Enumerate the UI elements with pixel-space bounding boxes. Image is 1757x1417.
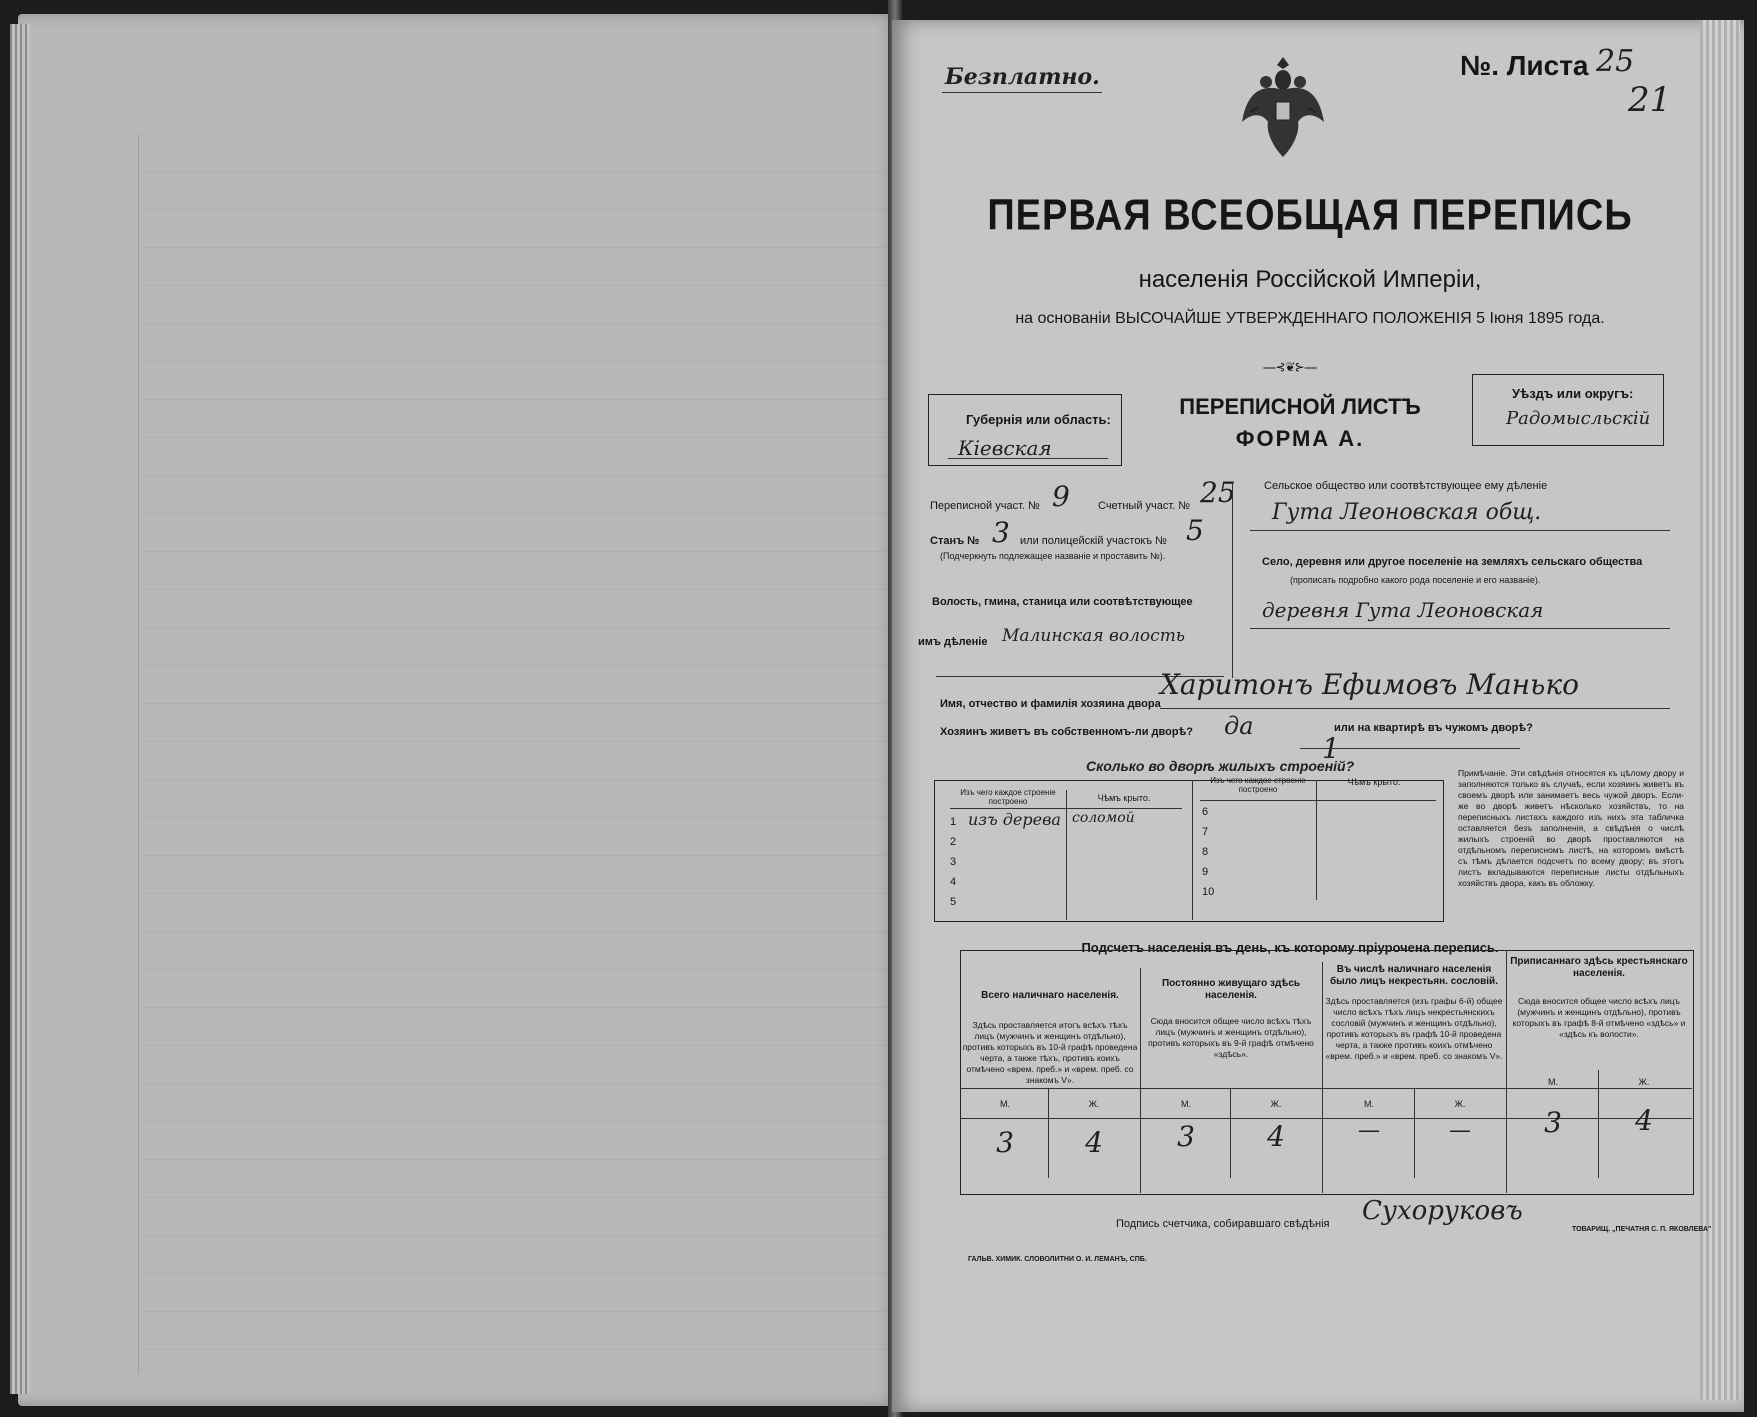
society-underline [1250, 530, 1670, 531]
registered-female-value: 4 [1635, 1104, 1653, 1137]
volost-value: Малинская волость [1002, 626, 1186, 646]
table-row [1202, 806, 1432, 826]
table-row [950, 836, 1180, 856]
row-number: 2 [950, 836, 957, 848]
owner-name-value: Харитонъ Ефимовъ Манько [1160, 668, 1579, 701]
buildings-header-line [1200, 800, 1436, 801]
printer-right: ТОВАРИЩ. „ПЕЧАТНЯ С. П. ЯКОВЛЕВА" [1572, 1226, 1712, 1233]
roof-value: соломой [1072, 810, 1135, 826]
table-row [950, 856, 1180, 876]
page-stack-edge [1700, 20, 1740, 1400]
population-col-title: Приписаннаго здѣсь крестьянскаго населенія. [1510, 956, 1688, 979]
stan-value: 3 [992, 516, 1010, 549]
row-number: 1 [950, 816, 957, 828]
col-material-header: Изъ чего каждое строеніе построено [1210, 776, 1306, 794]
population-col-desc: Здѣсь проставляется (изъ графы 6-й) общее число всѣхъ тѣхъ лицъ некрестьянскихъ сословій (мужчинъ и женщинъ отдѣльно), противъ которыхъ въ графѣ 10-й проведена черта, а также противъ коихъ отмѣчено «врем. преб.» и «врем. преб. со знакомъ V». [1325, 996, 1503, 1061]
left-page-ruled-area [138, 134, 899, 1374]
male-label: М. [1181, 1099, 1191, 1109]
population-col-desc: Здѣсь проставляется итогъ всѣхъ тѣхъ лицъ (мужчинъ и женщинъ отдѣльно), противъ которыхъ въ 10-й графѣ проведена черта, а также тѣхъ, противъ коихъ отмѣчено «врем. преб.» и «врем. преб. со знакомъ V». [962, 1020, 1138, 1085]
society-label: Сельское общество или соотвѣтствующее ему дѣленіе [1264, 480, 1548, 492]
buildings-table-divider [1192, 780, 1193, 920]
form-main-title: ПЕРВАЯ ВСЕОБЩАЯ ПЕРЕПИСЬ [987, 191, 1633, 241]
census-area-label: Переписной участ. № [930, 500, 1040, 512]
permanent-male-value: 3 [1177, 1120, 1195, 1153]
population-col-desc: Сюда вносится общее число всѣхъ лицъ (мужчинъ и женщинъ отдѣльно), противъ которыхъ въ графѣ 8-й отмѣчено «здѣсь» и «здѣсь къ волости». [1512, 996, 1686, 1039]
society-value: Гута Леоновская общ. [1272, 500, 1542, 525]
buildings-rows-right [1202, 806, 1432, 906]
row-number: 6 [1202, 806, 1209, 818]
col-roof-header: Чѣмъ крыто. [1347, 777, 1401, 787]
stan-label: Станъ № [930, 535, 980, 547]
form-legal-basis: на основаніи ВЫСОЧАЙШЕ УТВЕРЖДЕННАГО ПОЛОЖЕНІЯ 5 Іюня 1895 года. [1015, 310, 1605, 327]
col-material-header: Изъ чего каждое строеніе построено [960, 788, 1056, 806]
field-divider [1232, 482, 1233, 678]
sheet-number-value: 25 [1596, 44, 1635, 79]
table-row [950, 896, 1180, 916]
province-label: Губернія или область: [966, 412, 1111, 427]
table-row [950, 876, 1180, 896]
table-row [1202, 846, 1432, 866]
district-label: Уѣздъ или округъ: [1512, 386, 1634, 401]
buildings-rows-left [950, 810, 1180, 916]
non-peasant-female-value: — [1449, 1118, 1471, 1143]
volost-label: Волость, гмина, станица или соотвѣтствующее [932, 596, 1193, 608]
population-mf-line [960, 1088, 1692, 1089]
female-label: Ж. [1638, 1077, 1650, 1087]
village-underline [1250, 628, 1670, 629]
form-title: ПЕРЕПИСНОЙ ЛИСТЪ [1179, 394, 1421, 419]
population-col-title: Постоянно живущаго здѣсь населенія. [1161, 978, 1301, 1001]
signature-label: Подпись счетчика, собиравшаго свѣдѣнія [1116, 1218, 1330, 1230]
table-row [950, 810, 1180, 836]
male-label: М. [1548, 1077, 1558, 1087]
buildings-note: Примѣчаніе. Эти свѣдѣнія относятся къ цѣлому двору и заполняются только въ случаѣ, если хозяинъ живетъ въ своемъ дворѣ или занимаетъ весь чужой дворъ. Если-же во дворѣ живетъ нѣсколько хозяйствъ, то на переписныхъ листахъ каждого изъ нихъ эта табличка оставляется безъ заполненія, а свѣдѣнія о числѣ жилыхъ строеній во дворѣ проставляются на отдѣльномъ переписномъ листѣ, на которомъ вмѣстѣ съ тѣмъ дѣлается подсчетъ по всему двору; въ этотъ листъ вкладываются переписные листы отдѣльныхъ хозяйствъ двора, какъ въ обложку. [1458, 768, 1684, 888]
buildings-underline [1300, 748, 1520, 749]
free-label: Безплатно. [945, 64, 1100, 90]
printer-left: ГАЛЬВ. ХИМИК. СЛОВОЛИТНИ О. И. ЛЕМАНЪ, СПБ. [968, 1256, 1147, 1263]
own-yard-label: Хозяинъ живетъ въ собственномъ-ли дворѣ? [940, 726, 1194, 738]
total-female-value: 4 [1085, 1126, 1103, 1159]
village-value: деревня Гута Леоновская [1262, 598, 1544, 622]
col-roof-header: Чѣмъ крыто. [1097, 793, 1151, 803]
double-eagle-emblem [1238, 52, 1328, 162]
non-peasant-male-value: — [1358, 1118, 1380, 1143]
signature-value: Сухоруковъ [1362, 1196, 1523, 1226]
population-col-line [1140, 968, 1141, 1193]
row-number: 8 [1202, 846, 1209, 858]
police-value: 5 [1186, 514, 1204, 547]
material-value: изъ дерева [968, 810, 1061, 829]
village-note: (прописать подробно какого рода поселеніе и его названіе). [1290, 575, 1541, 585]
row-number: 5 [950, 896, 957, 908]
counting-area-label: Счетный участ. № [1098, 500, 1191, 512]
form-subtitle: населенія Россійской Имперіи, [1138, 266, 1482, 293]
ornament-divider: ⎯⎯⊰❦⊱⎯⎯ [1263, 360, 1317, 374]
volost-label-2: имъ дѣленіе [918, 636, 988, 648]
buildings-value: 1 [1322, 732, 1340, 765]
sheet-number-label: №. Листа [1460, 50, 1589, 81]
registered-male-value: 3 [1544, 1106, 1562, 1139]
population-heading: Подсчетъ населенія въ день, къ которому пріурочена перепись. [1081, 940, 1499, 955]
table-row [1202, 886, 1432, 906]
village-label: Село, деревня или другое поселеніе на земляхъ сельскаго общества [1262, 556, 1643, 568]
province-underline [948, 458, 1108, 459]
row-number: 3 [950, 856, 957, 868]
population-col-desc: Сюда вносится общее число всѣхъ тѣхъ лицъ (мужчинъ и женщинъ отдѣльно), противъ которыхъ въ 9-й графѣ отмѣчено «здѣсь». [1148, 1016, 1314, 1059]
population-col-line [1322, 962, 1323, 1193]
row-number: 7 [1202, 826, 1209, 838]
census-area-value: 9 [1052, 480, 1070, 513]
free-underline [942, 92, 1102, 93]
form-type: ФОРМА А. [1235, 426, 1365, 451]
total-male-value: 3 [996, 1126, 1014, 1159]
district-value: Радомысльскій [1506, 408, 1651, 429]
row-number: 4 [950, 876, 957, 888]
police-label: или полицейскій участокъ № [1020, 535, 1167, 547]
rent-label: или на квартирѣ въ чужомъ дворѣ? [1334, 722, 1533, 734]
counting-area-value: 25 [1200, 476, 1236, 509]
male-label: М. [1000, 1099, 1010, 1109]
owner-name-label: Имя, отчество и фамилія хозяина двора [940, 698, 1161, 710]
archive-folio-number: 21 [1628, 80, 1672, 120]
buildings-label: Сколько во дворѣ жилыхъ строеній? [1086, 758, 1355, 774]
female-label: Ж. [1270, 1099, 1282, 1109]
province-value: Кіевская [958, 436, 1052, 460]
population-col-title: Всего наличнаго населенія. [981, 990, 1119, 1001]
left-page [18, 14, 898, 1406]
buildings-header-line [950, 808, 1182, 809]
underline-note: (Подчеркнуть подлежащее названіе и проставить №). [940, 551, 1166, 561]
male-label: М. [1364, 1099, 1374, 1109]
table-row [1202, 826, 1432, 846]
owner-underline [1160, 708, 1670, 709]
female-label: Ж. [1454, 1099, 1466, 1109]
own-yard-value: да [1224, 712, 1254, 740]
permanent-female-value: 4 [1267, 1120, 1285, 1153]
population-col-title: Въ числѣ наличнаго населенія было лицъ некрестьян. сословій. [1329, 964, 1498, 987]
row-number: 9 [1202, 866, 1209, 878]
row-number: 10 [1202, 886, 1215, 898]
population-col-line [1506, 950, 1507, 1193]
female-label: Ж. [1088, 1099, 1100, 1109]
table-row [1202, 866, 1432, 886]
